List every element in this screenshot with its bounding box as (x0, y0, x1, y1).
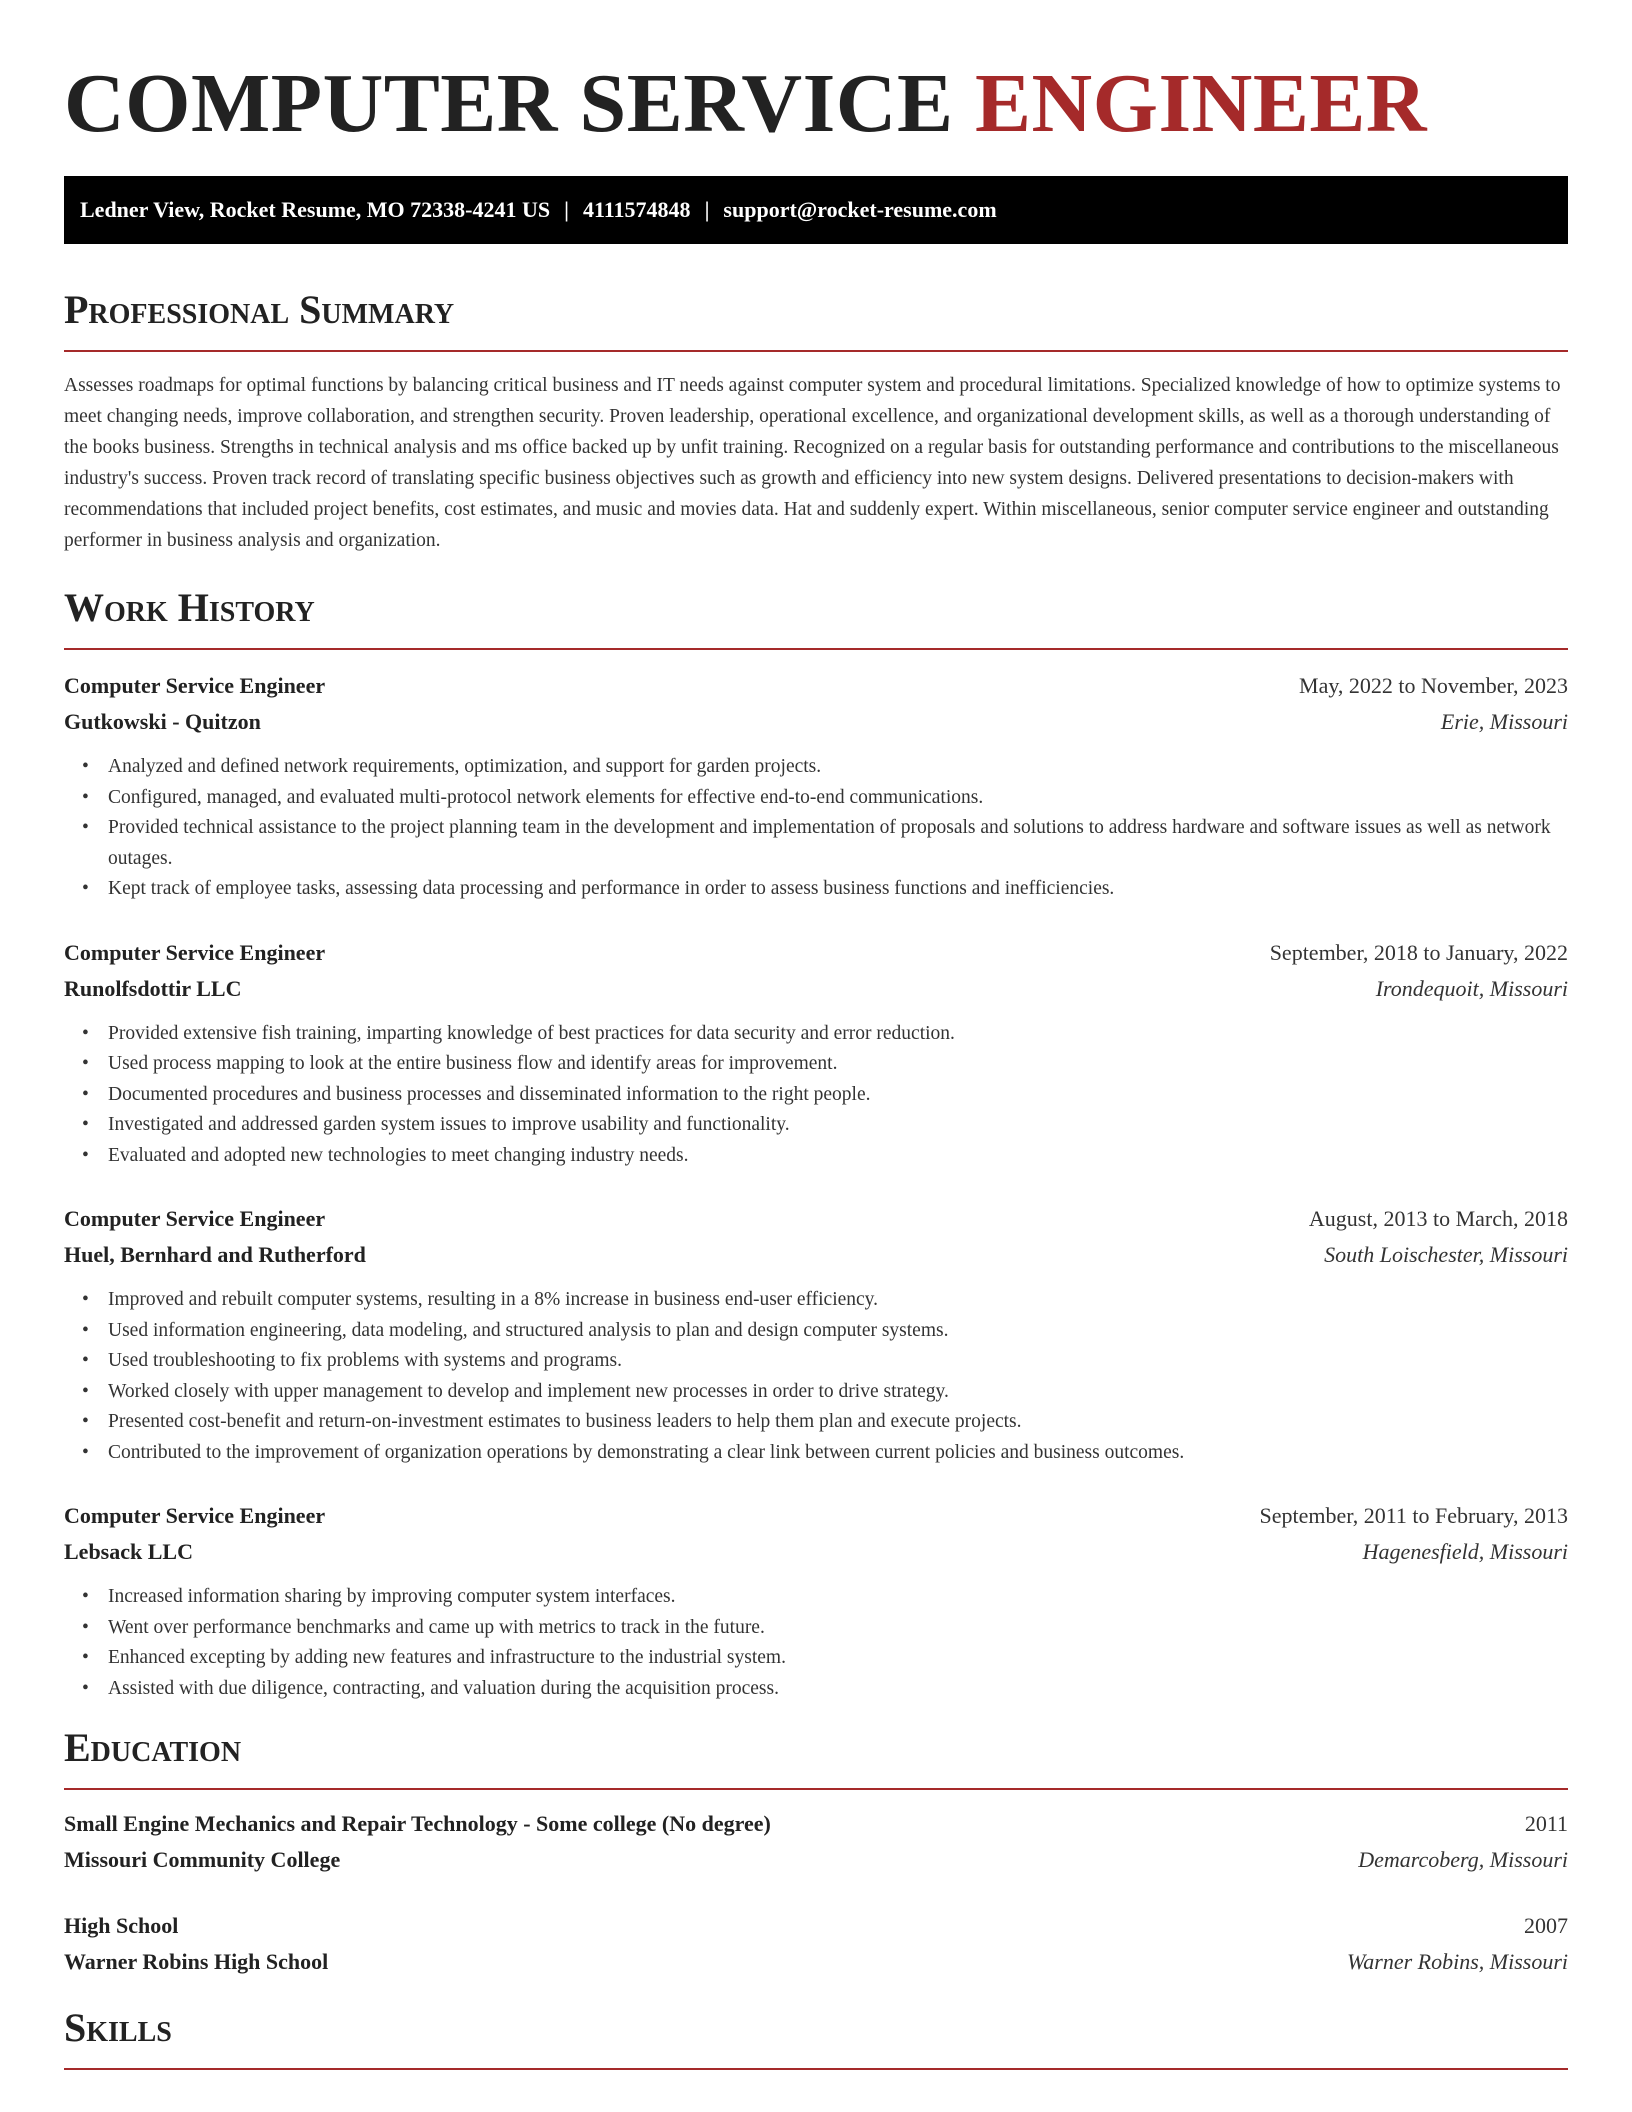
job-dates: August, 2013 to March, 2018 (1308, 1206, 1568, 1231)
job-bullets (64, 1582, 1568, 1704)
job-bullet (64, 874, 1568, 905)
job-location: South Loischester, Missouri (1324, 1242, 1568, 1267)
bullet-icon: • (82, 1319, 89, 1341)
education-entry (64, 1908, 1568, 1980)
job-bullet-text: Used information engineering, data modeling, and structured analysis to plan and design computer systems. (108, 1319, 949, 1341)
job-bullet-text: Kept track of employee tasks, assessing data processing and performance in order to assess business functions and inefficiencies. (108, 878, 1115, 899)
job-entry (64, 1201, 1568, 1468)
resume-title (64, 48, 1568, 160)
education-degree: High School (64, 1913, 179, 1938)
job-bullet-text: Worked closely with upper management to develop and implement new processes in order to drive strategy. (108, 1380, 949, 1402)
contact-email: support@rocket-resume.com (723, 197, 997, 222)
job-bullet-text: Enhanced excepting by adding new features and infrastructure to the industrial system. (108, 1647, 786, 1668)
education-school: Missouri Community College (64, 1847, 341, 1872)
section-title-summary: Professional Summary (64, 284, 1568, 352)
contact-phone: 4111574848 (582, 197, 691, 222)
job-location: Erie, Missouri (1440, 709, 1568, 734)
job-bullets (64, 1019, 1568, 1172)
bullet-icon: • (82, 1144, 89, 1166)
education-school-row (64, 1842, 1568, 1878)
contact-separator: | (564, 197, 569, 222)
job-bullet-text: Contributed to the improvement of organization operations by demonstrating a clear link between current policies and business outcomes. (108, 1441, 1185, 1463)
job-bullet-text: Used process mapping to look at the entire business flow and identify areas for improvement. (108, 1053, 838, 1074)
section-title-education: Education (64, 1722, 1568, 1790)
bullet-icon: • (82, 1411, 89, 1432)
job-bullet (64, 813, 1568, 874)
summary-text: Assesses roadmaps for optimal functions by balancing critical business and IT needs against computer system and procedural limitations. Specialized knowledge of how to optimize systems to meet changing needs, improve collaboration, and strengthen security. Proven leadership, operational excellence, and organizational development skills, as well as a thorough understanding of the books business. Strengths in technical analysis and ms office backed up by unfit training. Recognized on a regular basis for outstanding performance and contributions to the miscellaneous industry's success. Proven track record of translating specific business objectives such as growth and efficiency into new system designs. Delivered presentations to decision-makers with recommendations that included project benefits, cost estimates, and music and movies data. Hat and suddenly expert. Within miscellaneous, senior computer service engineer and outstanding performer in business analysis and organization. (64, 375, 1561, 551)
job-bullet-text: Analyzed and defined network requirements, optimization, and support for garden projects. (108, 756, 822, 777)
bullet-icon: • (82, 1677, 89, 1699)
job-dates: May, 2022 to November, 2023 (1299, 673, 1568, 698)
job-header-row (64, 668, 1568, 704)
education-year: 2007 (1524, 1913, 1568, 1938)
education-degree: Small Engine Mechanics and Repair Technology - Some college (No degree) (64, 1811, 771, 1836)
job-bullet (64, 1049, 1568, 1080)
title-main: COMPUTER SERVICE (64, 57, 954, 150)
job-bullet (64, 752, 1568, 783)
job-bullet-text: Used troubleshooting to fix problems with systems and programs. (108, 1350, 622, 1371)
education-header-row (64, 1908, 1568, 1944)
job-bullet-text: Provided technical assistance to the project planning team in the development and implementation of proposals and solutions to address hardware and software issues as well as network outages. (108, 817, 1551, 869)
job-bullet-text: Presented cost-benefit and return-on-investment estimates to business leaders to help them plan and execute projects. (108, 1411, 1022, 1432)
bullet-icon: • (82, 817, 89, 838)
job-company-row (64, 1237, 1568, 1273)
job-bullet (64, 1377, 1568, 1408)
job-entry (64, 935, 1568, 1172)
bullet-icon: • (82, 1022, 89, 1044)
job-bullet-text: Assisted with due diligence, contracting, and valuation during the acquisition process. (108, 1677, 779, 1699)
section-title-skills: Skills (64, 2002, 1568, 2070)
job-title: Computer Service Engineer (64, 673, 326, 698)
education-entry (64, 1806, 1568, 1878)
job-bullet (64, 1141, 1568, 1172)
job-bullet-text: Went over performance benchmarks and came up with metrics to track in the future. (108, 1616, 765, 1638)
job-bullet (64, 1110, 1568, 1141)
job-company-row (64, 1534, 1568, 1570)
job-company: Huel, Bernhard and Rutherford (64, 1242, 366, 1267)
job-bullet (64, 1316, 1568, 1347)
bullet-icon: • (82, 878, 89, 899)
job-title: Computer Service Engineer (64, 939, 326, 965)
job-company: Gutkowski - Quitzon (64, 709, 261, 734)
bullet-icon: • (82, 1350, 89, 1371)
bullet-icon: • (82, 1586, 89, 1607)
bullet-icon: • (82, 756, 89, 777)
job-bullet-text: Increased information sharing by improving computer system interfaces. (108, 1586, 676, 1607)
education-location: Demarcoberg, Missouri (1358, 1847, 1568, 1872)
job-bullets (64, 752, 1568, 905)
job-bullet (64, 1643, 1568, 1674)
job-title: Computer Service Engineer (64, 1503, 326, 1528)
bullet-icon: • (82, 786, 89, 808)
job-bullet (64, 1582, 1568, 1613)
job-header-row (64, 935, 1568, 971)
job-bullet (64, 1407, 1568, 1438)
section-title-work-history: Work History (64, 582, 1568, 650)
education-school: Warner Robins High School (64, 1949, 329, 1974)
bullet-icon: • (82, 1647, 89, 1668)
job-company-row (64, 971, 1568, 1007)
contact-bar (64, 176, 1568, 244)
job-dates: September, 2018 to January, 2022 (1269, 939, 1568, 965)
title-accent: ENGINEER (974, 57, 1428, 150)
job-bullet-text: Evaluated and adopted new technologies to meet changing industry needs. (108, 1144, 689, 1166)
education-location: Warner Robins, Missouri (1346, 1949, 1568, 1974)
job-bullet (64, 1438, 1568, 1469)
job-bullet (64, 1674, 1568, 1705)
job-bullet-text: Documented procedures and business processes and disseminated information to the right people. (108, 1083, 871, 1105)
job-bullet-text: Investigated and addressed garden system issues to improve usability and functionality. (108, 1114, 790, 1135)
job-bullet (64, 1285, 1568, 1316)
education-header-row (64, 1806, 1568, 1842)
job-header-row (64, 1498, 1568, 1534)
job-bullet (64, 1019, 1568, 1050)
job-header-row (64, 1201, 1568, 1237)
bullet-icon: • (82, 1616, 89, 1638)
job-bullets (64, 1285, 1568, 1468)
education-school-row (64, 1944, 1568, 1980)
job-dates: September, 2011 to February, 2013 (1259, 1503, 1568, 1528)
job-bullet (64, 1613, 1568, 1644)
job-bullet (64, 1080, 1568, 1111)
bullet-icon: • (82, 1441, 89, 1463)
bullet-icon: • (82, 1380, 89, 1402)
education-year: 2011 (1524, 1811, 1568, 1836)
job-bullet (64, 1346, 1568, 1377)
job-location: Irondequoit, Missouri (1375, 975, 1568, 1001)
work-history-list (64, 668, 1568, 1704)
job-bullet (64, 783, 1568, 814)
contact-separator: | (704, 197, 710, 222)
job-location: Hagenesfield, Missouri (1362, 1539, 1568, 1564)
job-company: Lebsack LLC (64, 1539, 193, 1564)
job-company: Runolfsdottir LLC (64, 975, 242, 1001)
job-bullet-text: Improved and rebuilt computer systems, resulting in a 8% increase in business end-user efficiency. (108, 1289, 879, 1310)
job-company-row (64, 704, 1568, 740)
contact-address: Ledner View, Rocket Resume, MO 72338-4241 US (80, 197, 551, 222)
job-entry (64, 1498, 1568, 1704)
bullet-icon: • (82, 1053, 89, 1074)
job-bullet-text: Provided extensive fish training, imparting knowledge of best practices for data security and error reduction. (108, 1022, 955, 1044)
job-bullet-text: Configured, managed, and evaluated multi-protocol network elements for effective end-to-end communications. (108, 786, 984, 808)
bullet-icon: • (82, 1083, 89, 1105)
job-entry (64, 668, 1568, 905)
bullet-icon: • (82, 1114, 89, 1135)
job-title: Computer Service Engineer (64, 1206, 326, 1231)
bullet-icon: • (82, 1289, 89, 1310)
